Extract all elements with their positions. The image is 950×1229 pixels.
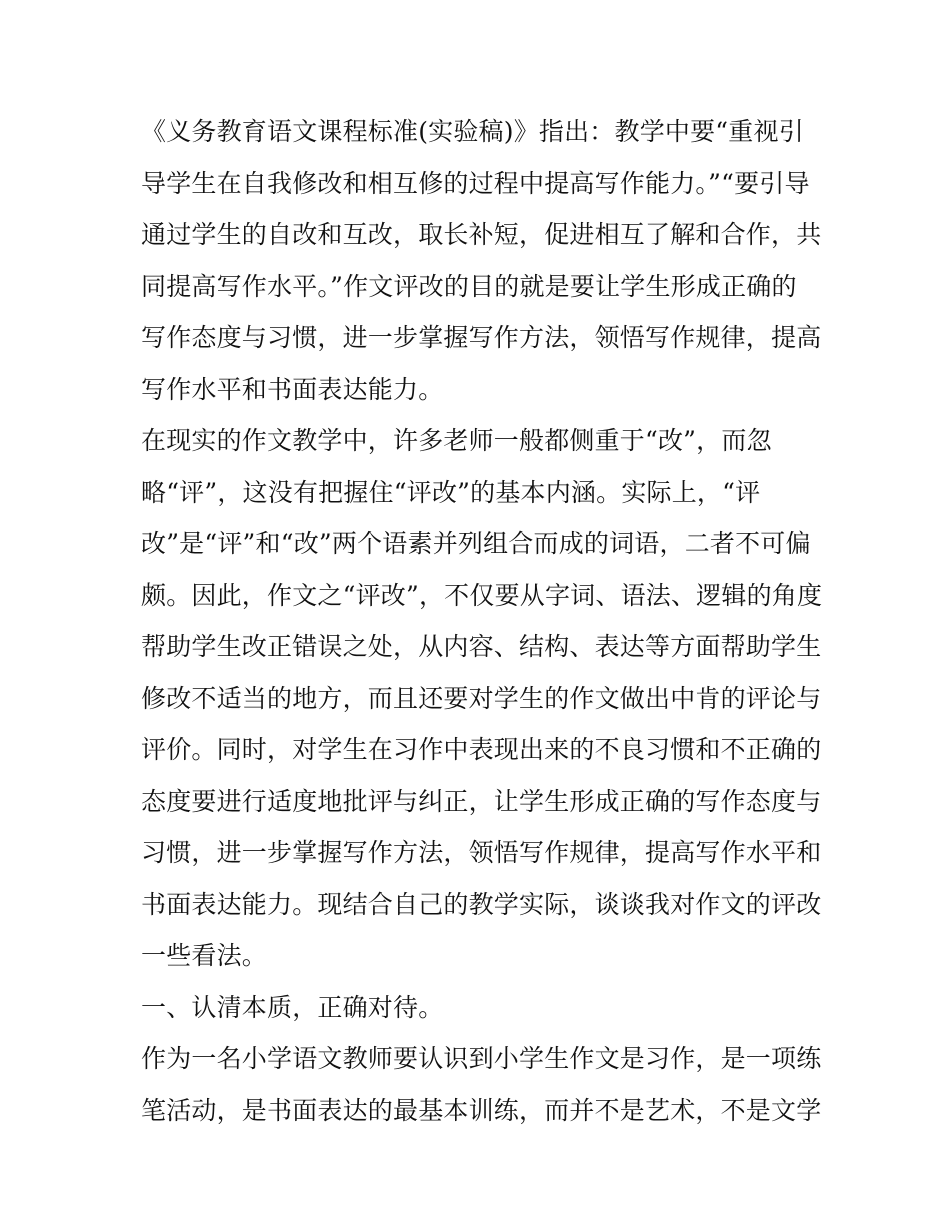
text-line: 作为一名小学语文教师要认识到小学生作文是习作，是一项练 [141,1044,822,1073]
text-line: 修改不适当的地方，而且还要对学生的作文做出中肯的评论与 [141,683,822,713]
text-line: 帮助学生改正错误之处，从内容、结构、表达等方面帮助学生 [141,632,822,661]
text-line: 略“评”，这没有把握住“评改”的基本内涵。实际上，“评 [141,477,761,507]
text-line: 《义务教育语文课程标准(实验稿)》指出：教学中要“重视引 [141,117,804,146]
text-line: 改”是“评”和“改”两个语素并列组合而成的词语，二者不可偏 [141,529,811,558]
text-line: 通过学生的自改和互改，取长补短，促进相互了解和合作，共 [141,220,822,249]
text-line: 导学生在自我修改和相互修的过程中提高写作能力。”“要引导 [141,168,810,198]
text-line: 同提高写作水平。”作文评改的目的就是要让学生形成正确的 [141,271,797,301]
text-line: 写作态度与习惯，进一步掌握写作方法，领悟写作规律，提高 [141,323,822,352]
section-heading: 一、认清本质，正确对待。 [141,992,444,1022]
text-line: 写作水平和书面表达能力。 [141,374,444,404]
text-line: 态度要进行适度地批评与纠正，让学生形成正确的写作态度与 [141,786,822,816]
text-line: 在现实的作文教学中，许多老师一般都侧重于“改”，而忽 [141,426,772,455]
text-line: 书面表达能力。现结合自己的教学实际，谈谈我对作文的评改 [141,889,822,919]
text-line: 一些看法。 [141,941,268,970]
text-line: 笔活动，是书面表达的最基本训练，而并不是艺术，不是文学 [141,1095,822,1125]
document-body [141,106,821,1136]
text-line: 评价。同时，对学生在习作中表现出来的不良习惯和不正确的 [141,735,822,764]
text-line: 颇。因此，作文之“评改”，不仅要从字词、语法、逻辑的角度 [141,580,823,610]
text-line: 习惯，进一步掌握写作方法，领悟写作规律，提高写作水平和 [141,838,822,867]
